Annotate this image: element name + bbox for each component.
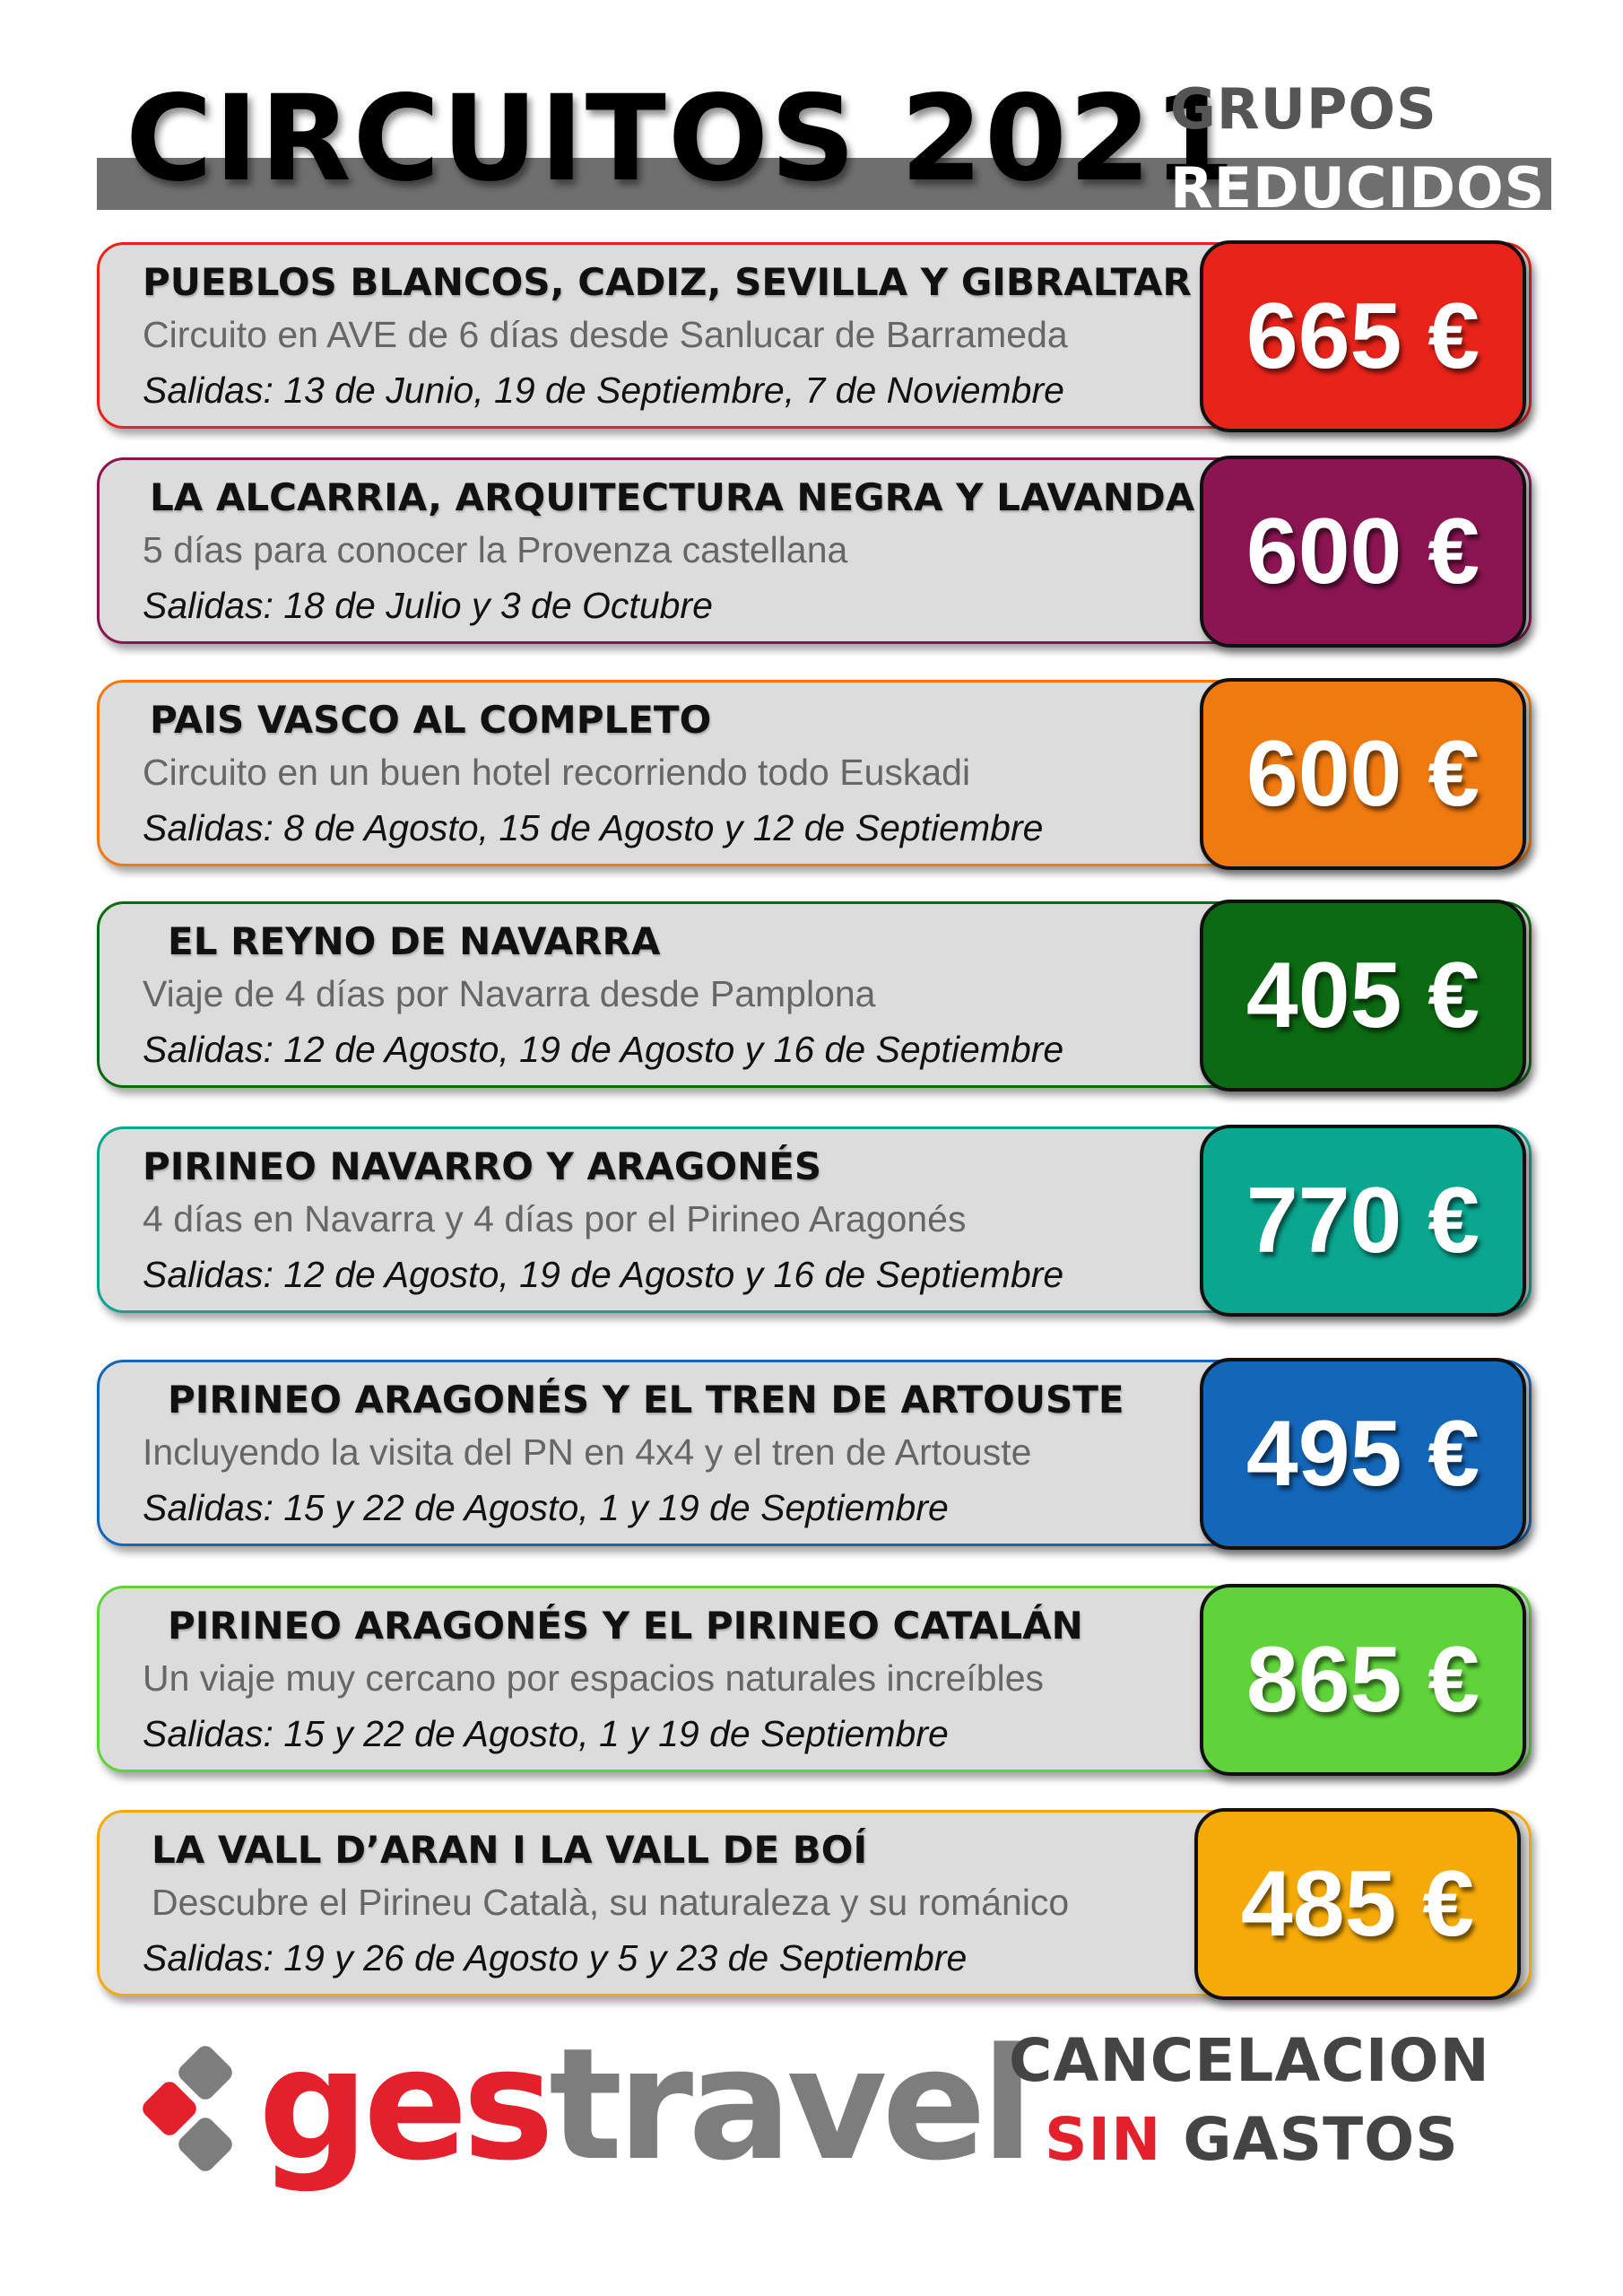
price-label: 485 € — [1240, 1851, 1475, 1956]
tour-title: LA ALCARRIA, ARQUITECTURA NEGRA Y LAVANDA — [150, 475, 1195, 519]
logo-text-travel: travel — [549, 2014, 1028, 2195]
tour-dates: Salidas: 15 y 22 de Agosto, 1 y 19 de Septiembre — [143, 1713, 949, 1754]
price-box — [1200, 678, 1526, 870]
tour-subtitle: Incluyendo la visita del PN en 4x4 y el tren de Artouste — [143, 1431, 1032, 1473]
price-box — [1200, 1125, 1526, 1317]
logo-text-ges: ges — [258, 2014, 550, 2195]
logo-mark-icon — [135, 2031, 260, 2202]
sin-word: SIN — [1045, 2105, 1162, 2174]
tour-item[interactable] — [97, 1810, 1532, 1996]
price-label: 600 € — [1245, 721, 1480, 826]
tour-dates: Salidas: 15 y 22 de Agosto, 1 y 19 de Septiembre — [143, 1487, 949, 1528]
tour-subtitle: 5 días para conocer la Provenza castellana — [143, 529, 848, 570]
price-box — [1194, 1808, 1521, 2000]
price-box — [1200, 456, 1526, 648]
tour-dates: Salidas: 12 de Agosto, 19 de Agosto y 16 de Septiembre — [143, 1029, 1064, 1070]
price-label: 865 € — [1245, 1627, 1480, 1732]
price-box — [1200, 1358, 1526, 1550]
tour-dates: Salidas: 12 de Agosto, 19 de Agosto y 16 de Septiembre — [143, 1254, 1064, 1295]
badge-reducidos: REDUCIDOS — [1170, 155, 1546, 221]
price-label: 770 € — [1245, 1168, 1480, 1273]
tour-subtitle: Descubre el Pirineu Català, su naturaleza y su románico — [152, 1882, 1070, 1923]
price-label: 600 € — [1245, 499, 1480, 604]
gastos-word: GASTOS — [1183, 2105, 1459, 2174]
tour-subtitle: Un viaje muy cercano por espacios naturales increíbles — [143, 1657, 1045, 1699]
tour-item[interactable] — [97, 242, 1532, 429]
tour-item[interactable] — [97, 1126, 1532, 1313]
badge-grupos: GRUPOS — [1170, 76, 1437, 142]
tour-title: PIRINEO NAVARRO Y ARAGONÉS — [143, 1144, 822, 1188]
price-box — [1200, 240, 1526, 432]
tour-dates: Salidas: 19 y 26 de Agosto y 5 y 23 de Septiembre — [143, 1937, 968, 1979]
tour-item[interactable] — [97, 457, 1532, 644]
tour-dates: Salidas: 13 de Junio, 19 de Septiembre, 7 de Noviembre — [143, 370, 1064, 411]
tour-title: PIRINEO ARAGONÉS Y EL PIRINEO CATALÁN — [168, 1604, 1083, 1648]
tour-title: PAIS VASCO AL COMPLETO — [150, 698, 712, 742]
price-box — [1200, 900, 1526, 1091]
tour-title: EL REYNO DE NAVARRA — [168, 919, 661, 963]
tour-item[interactable] — [97, 680, 1532, 866]
tour-title: PIRINEO ARAGONÉS Y EL TREN DE ARTOUSTE — [168, 1378, 1124, 1422]
tour-dates: Salidas: 18 de Julio y 3 de Octubre — [143, 585, 713, 626]
tour-subtitle: Circuito en un buen hotel recorriendo todo Euskadi — [143, 752, 971, 793]
tour-item[interactable] — [97, 1360, 1532, 1546]
gestravel-logo — [135, 2014, 1028, 2202]
tour-title: LA VALL D’ARAN I LA VALL DE BOÍ — [152, 1828, 868, 1872]
tour-title: PUEBLOS BLANCOS, CADIZ, SEVILLA Y GIBRALTAR — [143, 260, 1192, 304]
logo-wordmark — [258, 2015, 1028, 2195]
sin-gastos-label — [1045, 2104, 1459, 2176]
page-title: CIRCUITOS 2021 — [126, 70, 1237, 208]
logo-mark-shapes — [139, 2042, 236, 2175]
tour-subtitle: Circuito en AVE de 6 días desde Sanlucar de Barrameda — [143, 314, 1068, 355]
tour-item[interactable] — [97, 901, 1532, 1088]
price-label: 665 € — [1245, 283, 1480, 388]
tour-subtitle: Viaje de 4 días por Navarra desde Pamplona — [143, 973, 876, 1014]
tour-subtitle: 4 días en Navarra y 4 días por el Pirineo Aragonés — [143, 1198, 967, 1239]
price-label: 405 € — [1245, 943, 1480, 1048]
price-label: 495 € — [1245, 1401, 1480, 1506]
tour-dates: Salidas: 8 de Agosto, 15 de Agosto y 12 de Septiembre — [143, 807, 1044, 848]
price-box — [1200, 1584, 1526, 1776]
cancelation-label: CANCELACION — [1009, 2026, 1490, 2095]
tour-item[interactable] — [97, 1586, 1532, 1772]
